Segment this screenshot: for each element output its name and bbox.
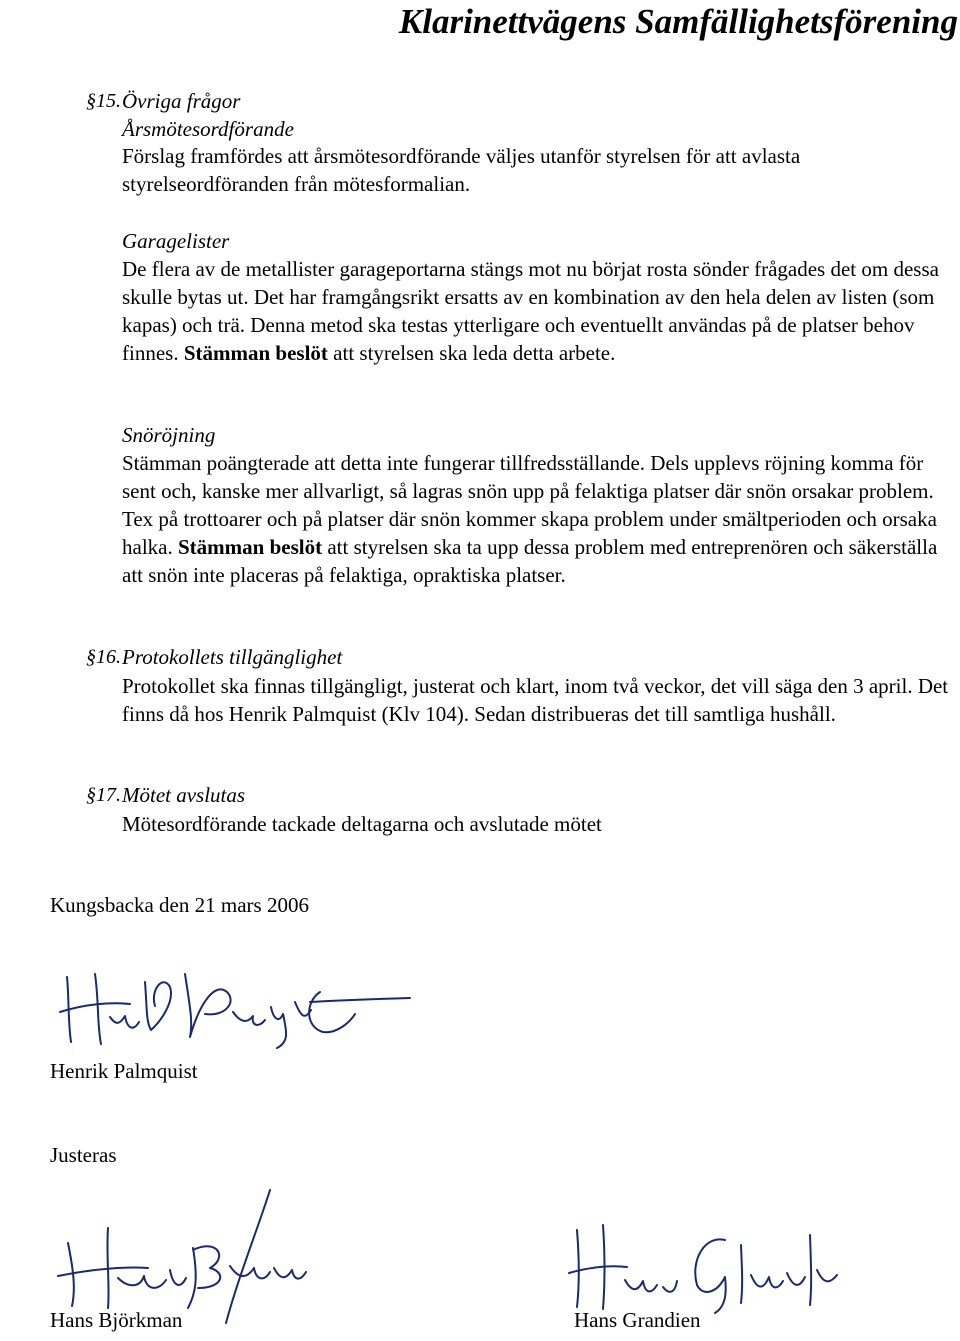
section-paragraph: Protokollet ska finnas tillgängligt, justerat och klart, inom två veckor, det vill säga den 3 april. Det finns då hos Henrik Palmquist (Klv 104). Sedan distribueras det till samtliga hushåll. bbox=[122, 674, 949, 726]
subsection-heading: Garagelister bbox=[122, 229, 230, 253]
subsection-heading: Årsmötesordförande bbox=[122, 117, 294, 141]
justerare-name: Hans Björkman bbox=[50, 1308, 183, 1332]
section-number: §16. bbox=[86, 646, 121, 668]
section-number: §17. bbox=[86, 784, 121, 806]
subsection-paragraph bbox=[122, 449, 960, 589]
paragraph-text: De flera av de metallister garageportarna stängs mot nu börjat rosta sönder frågades det om dessa skulle bytas ut. Det har framgångsrikt ersatts av en kombination av den hela delen av listen (som kapas) och trä. Denna metod ska testas ytterligare och eventuellt användas på de platser behov finnes. bbox=[122, 257, 939, 365]
paragraph-text: Stämman poängterade att detta inte fungerar tillfredsställande. Dels upplevs röjning komma för sent och, kanske mer allvarligt, så lagras snön upp på felaktiga platser där snön orsakar problem. Tex på trottoarer och på platser där snön kommer skapa problem under smältperioden och orsaka halka. bbox=[122, 451, 937, 559]
decision-bold: Stämman beslöt bbox=[177, 535, 323, 559]
place-date: Kungsbacka den 21 mars 2006 bbox=[50, 893, 309, 917]
section-number: §15. bbox=[86, 90, 121, 112]
section-title: Protokollets tillgänglighet bbox=[122, 645, 343, 669]
subsection-heading: Snöröjning bbox=[122, 423, 216, 447]
signature-henrik-palmquist bbox=[55, 962, 415, 1052]
signature-hans-grandien bbox=[565, 1215, 845, 1315]
subsection-paragraph: Förslag framfördes att årsmötesordförande väljes utanför styrelsen för att avlasta styrelseordföranden från mötesformalian. bbox=[122, 144, 801, 196]
subsection-paragraph bbox=[122, 255, 960, 367]
document-title: Klarinettvägens Samfällighetsförening bbox=[398, 2, 958, 41]
signer-name: Henrik Palmquist bbox=[50, 1059, 198, 1083]
decision-bold: Stämman beslöt bbox=[183, 341, 328, 365]
justerare-name: Hans Grandien bbox=[574, 1308, 701, 1332]
paragraph-text: att styrelsen ska ta upp dessa problem med entreprenören och säkerställa att snön inte placeras på felaktiga, opraktiska platser. bbox=[122, 535, 938, 587]
section-title: Mötet avslutas bbox=[122, 783, 246, 807]
paragraph-text: att styrelsen ska leda detta arbete. bbox=[333, 341, 616, 365]
signature-hans-bjorkman bbox=[48, 1188, 318, 1328]
justeras-label: Justeras bbox=[50, 1143, 117, 1167]
section-paragraph: Mötesordförande tackade deltagarna och avslutade mötet bbox=[122, 812, 602, 836]
section-title: Övriga frågor bbox=[122, 89, 241, 113]
